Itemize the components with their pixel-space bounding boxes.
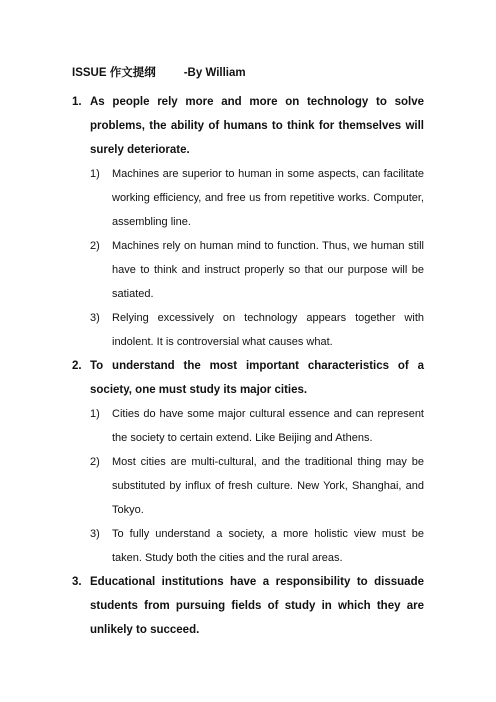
- issue-number: 2.: [72, 360, 82, 372]
- point-text: Most cities are multi-cultural, and the traditional thing may be substituted by influx of fresh culture. New York, Shanghai, and Tokyo.: [112, 456, 424, 516]
- point-list: [72, 402, 424, 570]
- point-number: 2): [90, 456, 100, 468]
- point-item: [90, 522, 424, 570]
- point-number: 2): [90, 240, 100, 252]
- issue-number: 1.: [72, 96, 82, 108]
- document-title: ISSUE 作文提纲: [72, 67, 156, 79]
- point-text: Relying excessively on technology appears together with indolent. It is controversial what causes what.: [112, 312, 424, 348]
- point-text: Cities do have some major cultural essence and can represent the society to certain extend. Like Beijing and Athens.: [112, 408, 424, 444]
- issue-statement: As people rely more and more on technology to solve problems, the ability of humans to think for themselves will surely deteriorate.: [90, 96, 424, 156]
- document-header: [72, 64, 246, 80]
- point-item: [90, 306, 424, 354]
- point-item: [90, 402, 424, 450]
- point-item: [90, 234, 424, 306]
- issue-number: 3.: [72, 576, 82, 588]
- point-item: [90, 450, 424, 522]
- issue-statement: To understand the most important characteristics of a society, one must study its major cities.: [90, 360, 424, 396]
- point-list: [72, 162, 424, 354]
- author-byline: -By William: [183, 67, 246, 79]
- point-item: [90, 162, 424, 234]
- issue-statement: Educational institutions have a responsibility to dissuade students from pursuing fields of study in which they are unlikely to succeed.: [90, 576, 424, 636]
- point-text: Machines rely on human mind to function. Thus, we human still have to think and instruct properly so that our purpose will be satiated.: [112, 240, 424, 300]
- point-number: 1): [90, 408, 100, 420]
- issue-item: [72, 354, 424, 570]
- issue-item: [72, 570, 424, 642]
- point-number: 1): [90, 168, 100, 180]
- point-number: 3): [90, 528, 100, 540]
- point-number: 3): [90, 312, 100, 324]
- point-text: To fully understand a society, a more holistic view must be taken. Study both the cities and the rural areas.: [112, 528, 424, 564]
- point-text: Machines are superior to human in some aspects, can facilitate working efficiency, and free us from repetitive works. Computer, assembling line.: [112, 168, 424, 228]
- issue-item: [72, 90, 424, 354]
